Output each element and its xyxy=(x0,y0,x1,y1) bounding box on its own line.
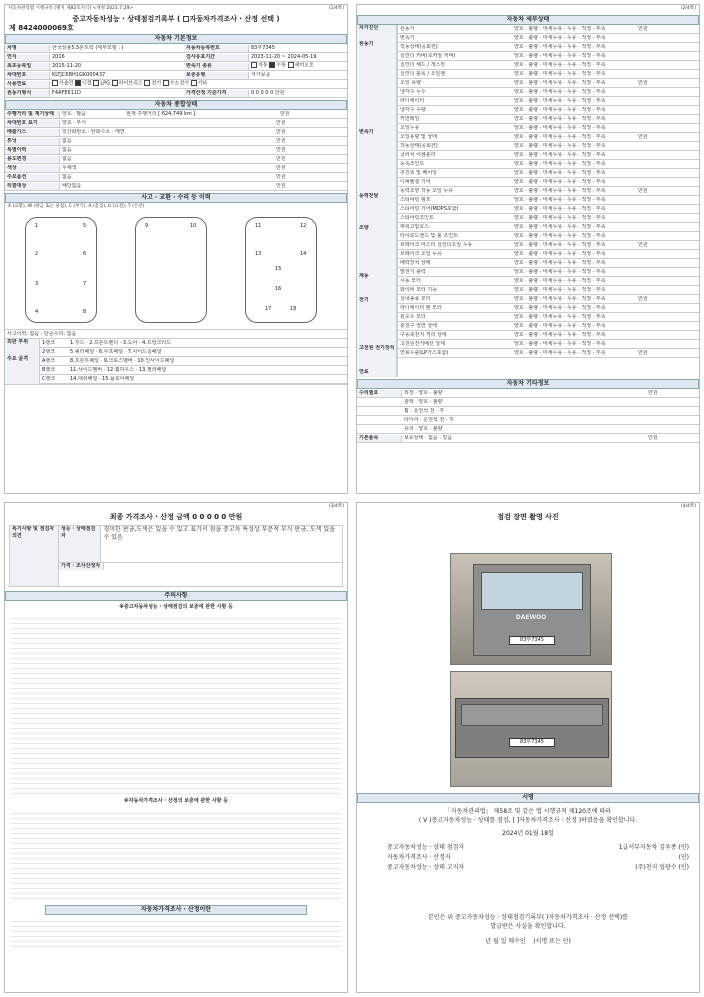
detail-status-header: 자동차 세부상태 xyxy=(357,15,699,25)
item-label: 발전기 출력 xyxy=(400,268,426,275)
table-row xyxy=(398,196,699,205)
diagram-number: 10 xyxy=(190,223,197,229)
table-row xyxy=(398,331,699,340)
item-label: 스티어링조인트 xyxy=(400,214,434,221)
checkbox-icon xyxy=(163,80,169,86)
table-row: 수리필요 외장 · 양호 · 불량 만원 xyxy=(357,389,699,398)
item-label: 시동 모터 xyxy=(400,277,421,284)
item-column xyxy=(398,25,699,377)
basic-row-vin: 차대번호 KLTJC6BH1GK000437 보증유형 자가보증 xyxy=(5,71,347,80)
item-label: 오일유량 및 상태 xyxy=(400,133,437,140)
notice-title-1: ※중고자동차성능 · 상태점검의 보증에 관한 사항 등 xyxy=(119,604,233,610)
item-price: 만원 xyxy=(638,187,648,194)
item-status: 양호 · 불량 · 미세누유 · 누유 · 적정 · 부족 xyxy=(514,88,606,95)
notice-body-1 xyxy=(11,614,341,794)
item-label: 배력장치 상태 xyxy=(400,259,431,266)
item-status: 양호 · 불량 · 미세누유 · 누유 · 적정 · 부족 xyxy=(514,124,606,131)
item-label: 와이퍼 모터 기능 xyxy=(400,286,437,293)
table-row xyxy=(398,259,699,268)
record-number: 제 8424000069호 xyxy=(9,24,74,32)
item-status: 양호 · 불량 · 미세누유 · 누유 · 적정 · 부족 xyxy=(514,331,606,338)
item-status: 양호 · 불량 · 미세누유 · 누유 · 적정 · 부족 xyxy=(514,160,606,167)
item-label: 스티어링 펌프 xyxy=(400,196,431,203)
item-label: 스티어링 기어(MDPS포함) xyxy=(400,205,459,212)
table-row xyxy=(398,133,699,142)
license-plate: 83부7345 xyxy=(509,636,555,645)
item-status: 양호 · 불량 · 미세누유 · 누유 · 적정 · 부족 xyxy=(514,25,606,32)
table-row xyxy=(398,277,699,286)
basic-row-engine: 원동기형식 F4AFE611D 가격산정 기준가격 0 0 0 0 0 만원 xyxy=(5,89,347,98)
table-row xyxy=(398,70,699,79)
item-label: 변속기 xyxy=(400,34,415,41)
checkbox-icon xyxy=(93,80,99,86)
diagram-number: 6 xyxy=(83,251,87,257)
item-status: 양호 · 불량 · 미세누유 · 누유 · 적정 · 부족 xyxy=(514,70,606,77)
windshield xyxy=(481,572,583,610)
overall-status-header: 자동차 종합상태 xyxy=(5,100,347,110)
table-row xyxy=(398,88,699,97)
item-price: 만원 xyxy=(638,133,648,140)
item-label: 작동상태(공회전) xyxy=(400,142,438,149)
item-status: 양호 · 불량 · 미세누유 · 누유 · 적정 · 부족 xyxy=(514,241,606,248)
table-row xyxy=(398,241,699,250)
truck-rear-photo xyxy=(450,671,612,787)
item-status: 양호 · 불량 · 미세누유 · 누유 · 적정 · 부족 xyxy=(514,214,606,221)
item-label: 등속조인트 xyxy=(400,160,425,167)
basic-row-fuel: 사용연료 가솔린 디젤 LPG 하이브리드 전기 수소전기 기타 xyxy=(5,80,347,89)
table-row xyxy=(398,106,699,115)
diagram-number: 18 xyxy=(290,306,297,312)
diagram-number: 12 xyxy=(300,223,307,229)
page-title: 중고자동차성능 · 상태점검기록부 ( 자동차가격조사 · 산정 선택 ) xyxy=(72,15,280,23)
item-status: 양호 · 불량 · 미세누유 · 누유 · 적정 · 부족 xyxy=(514,97,606,104)
page-number: (3/4쪽) xyxy=(328,504,344,509)
signatories: 중고자동차성능 · 상태 점검자 1급서부자동차 김우종 (인) 자동차가격조사 · 산정자 (인) 중고자동차성능 · 상태 고지자 (주)천지 엄광수 (인) xyxy=(387,844,689,871)
table-row xyxy=(398,34,699,43)
item-status: 양호 · 불량 · 미세누유 · 누유 · 적정 · 부족 xyxy=(514,133,606,140)
table-row xyxy=(398,187,699,196)
checkbox-icon xyxy=(288,62,294,68)
table-row: 차대번호 표기 양호 · 부식 만원 xyxy=(5,119,347,128)
item-label: 오일 유량 xyxy=(400,79,421,86)
detail-status-table xyxy=(357,25,699,377)
item-status: 양호 · 불량 · 미세누유 · 누유 · 적정 · 부족 xyxy=(514,259,606,266)
table-row xyxy=(398,250,699,259)
final-price-title: 최종 가격조사 · 산정 금액 0 0 0 0 0 만원 xyxy=(109,513,243,521)
checkbox-icon xyxy=(251,62,257,68)
diagram-number: 17 xyxy=(265,306,272,312)
table-row: 휠 · 운전석 전 · 후 xyxy=(357,407,699,416)
table-row xyxy=(398,322,699,331)
checkbox-icon xyxy=(52,80,58,86)
diagram-number: 15 xyxy=(275,266,282,272)
accident-result-row: 사고이력: 없음 · 단순수리: 없음 xyxy=(5,330,347,339)
item-price: 만원 xyxy=(638,295,648,302)
table-row: 2랭크 5.쿼터패널 · 6.루프패널 · 7.사이드실패널 xyxy=(40,348,347,357)
table-row xyxy=(398,43,699,52)
item-label: 클러치 어셈블리 xyxy=(400,151,436,158)
diagram-number: 5 xyxy=(83,223,87,229)
signature-header: 서명 xyxy=(357,793,699,803)
table-row: A랭크 8.프론트패널 · 9.크로스멤버 · 10.인사이드패널 xyxy=(40,357,347,366)
table-row: 특별이력 없음 만원 xyxy=(5,146,347,155)
other-info-header: 자동차 기타정보 xyxy=(357,379,699,389)
other-info-table xyxy=(357,389,699,443)
diagram-number: 11 xyxy=(255,223,262,229)
truck-front-photo xyxy=(450,553,612,665)
item-price: 만원 xyxy=(638,241,648,248)
table-row xyxy=(398,214,699,223)
item-status: 양호 · 불량 · 미세누유 · 누유 · 적정 · 부족 xyxy=(514,169,606,176)
table-row: 색상 무채색 만원 xyxy=(5,164,347,173)
table-row xyxy=(398,286,699,295)
table-row xyxy=(398,115,699,124)
table-row xyxy=(398,178,699,187)
appraiser-signature: (인) xyxy=(678,854,689,861)
item-status: 양호 · 불량 · 미세누유 · 누유 · 적정 · 부족 xyxy=(514,340,606,347)
consumer-info-body xyxy=(11,917,341,947)
item-label: 브레이크 마스터 실린더오일 누유 xyxy=(400,241,473,248)
table-row xyxy=(398,313,699,322)
table-row: 리콜대상 해당없음 만원 xyxy=(5,182,347,191)
item-status: 양호 · 불량 · 미세누유 · 누유 · 적정 · 부족 xyxy=(514,196,606,203)
table-row xyxy=(398,160,699,169)
rank-table: 외판 부위 주요 골격 1랭크 1.후드 · 2.프론트펜더 · 3.도어 · 4.트렁크리드 2랭크 5.쿼터패널 · 6.루프패널 · 7.사이드실패널 A랭크 8.프론트패널 · 9.크로스멤버 · 10.인사이드패널 B랭크 11.사이드멤버 · 12.휠하우스 · 13.필러패널 C랭크 14.대쉬패널 · 15.플로어패널 xyxy=(5,339,347,385)
item-status: 양호 · 불량 · 미세누유 · 누유 · 적정 · 부족 xyxy=(514,142,606,149)
item-label: 고전원전기배선 상태 xyxy=(400,340,446,347)
table-row xyxy=(398,340,699,349)
notice-title-2: ※자동차가격조사 · 산정의 보증에 관한 사항 등 xyxy=(123,798,229,804)
item-label: 냉각수 수량 xyxy=(400,106,426,113)
item-label: 라디에이터 팬 모터 xyxy=(400,304,442,311)
buyer-receipt: 본인은 위 중고자동차성능 · 상태점검기록부( )자동차가격조사 · 산정 선택)를 발급받은 사실을 확인합니다. 년 월 일 매수인 (서명 또는 인) xyxy=(428,914,628,945)
car-outline-left xyxy=(25,217,97,323)
item-label: 실린더 커버(로커암 커버) xyxy=(400,52,456,59)
basic-row-first-reg: 최초등록일 2015-11-20 변속기 종류 자동 수동 세미오토 xyxy=(5,62,347,71)
diagram-number: 8 xyxy=(83,309,87,315)
basic-row-year: 연식 2016 검사유효기간 2023-11-20 ~ 2024-05-19 xyxy=(5,53,347,62)
checkbox-icon xyxy=(144,80,150,86)
page-4 xyxy=(356,502,700,993)
item-label: 커먼레일 xyxy=(400,115,420,122)
page-2 xyxy=(356,4,700,494)
item-status: 양호 · 불량 · 미세누유 · 누유 · 적정 · 부족 xyxy=(514,268,606,275)
page-number: (2/4쪽) xyxy=(680,6,696,11)
table-row xyxy=(398,205,699,214)
item-price: 만원 xyxy=(638,25,648,32)
item-label: 작동상태(공회전) xyxy=(400,43,438,50)
car-diagram xyxy=(5,211,347,330)
table-row: B랭크 11.사이드멤버 · 12.휠하우스 · 13.필러패널 xyxy=(40,366,347,375)
license-plate: 83부7345 xyxy=(509,738,555,747)
table-row: 주행거리 및 계기상태 양호 · 많음 현재 주행거리 [ 624,749 km ] 만원 xyxy=(5,110,347,119)
special-notes: 특기사항 및 점검자의견 성능 · 상태점검자 경미한 판금,도색은 있을 수 있고 표기서 점을 중고차 특성상 부분적 부식 판금, 도색 있을 수 있음 가격 · 조사산정자 xyxy=(9,525,343,587)
table-row xyxy=(398,142,699,151)
page-3 xyxy=(4,502,348,993)
consumer-info-header: 자동차가격조사 · 산정이란 xyxy=(45,905,307,915)
car-outline-center xyxy=(135,217,207,323)
item-label: 연료누출(LP가스포함) xyxy=(400,349,449,356)
accident-history-header: 사고 · 교환 · 수리 등 이력 xyxy=(5,193,347,203)
table-row xyxy=(398,268,699,277)
item-label: 오일누유 xyxy=(400,124,420,131)
table-row: 1랭크 1.후드 · 2.프론트펜더 · 3.도어 · 4.트렁크리드 xyxy=(40,339,347,348)
table-row xyxy=(398,52,699,61)
item-status: 양호 · 불량 · 미세누유 · 누유 · 적정 · 부족 xyxy=(514,295,606,302)
checkbox-checked-icon xyxy=(269,62,275,68)
page-number: (4/4쪽) xyxy=(680,504,696,509)
item-label: 구동축전지 격리 상태 xyxy=(400,331,447,338)
item-status: 양호 · 불량 · 미세누유 · 누유 · 적정 · 부족 xyxy=(514,178,606,185)
notice-body-2 xyxy=(11,809,341,899)
item-status: 양호 · 불량 · 미세누유 · 누유 · 적정 · 부족 xyxy=(514,106,606,113)
item-status: 양호 · 불량 · 미세누유 · 누유 · 적정 · 부족 xyxy=(514,115,606,122)
item-label: 실내송풍 모터 xyxy=(400,295,431,302)
item-status: 양호 · 불량 · 미세누유 · 누유 · 적정 · 부족 xyxy=(514,313,606,320)
item-status: 양호 · 불량 · 미세누유 · 누유 · 적정 · 부족 xyxy=(514,52,606,59)
tailgate xyxy=(461,704,603,726)
item-label: 추진축 및 베어링 xyxy=(400,169,437,176)
item-price: 만원 xyxy=(638,349,648,356)
notifier-signature: (주)천지 엄광수 (인) xyxy=(635,864,689,871)
item-status: 양호 · 불량 · 미세누유 · 누유 · 적정 · 부족 xyxy=(514,205,606,212)
table-row: 튜닝 없음 만원 xyxy=(5,137,347,146)
item-label: 타이로드엔드 및 볼 조인트 xyxy=(400,232,458,239)
checkbox-icon xyxy=(183,16,189,22)
table-row xyxy=(398,151,699,160)
table-row: 배출가스 일산화탄소 · 탄화수소 · 매연 만원 xyxy=(5,128,347,137)
table-row xyxy=(398,25,699,34)
inspector-opinion: 경미한 판금,도색은 있을 수 있고 표기서 점을 중고차 특성상 부분적 부식 판금, 도색 있을 수 있음 xyxy=(103,526,335,541)
table-row xyxy=(398,61,699,70)
diagram-number: 14 xyxy=(300,251,307,257)
checkbox-icon xyxy=(191,80,197,86)
item-status: 양호 · 불량 · 미세누유 · 누유 · 적정 · 부족 xyxy=(514,79,606,86)
item-status: 양호 · 불량 · 미세누유 · 누유 · 적정 · 부족 xyxy=(514,277,606,284)
item-status: 양호 · 불량 · 미세누유 · 누유 · 적정 · 부족 xyxy=(514,349,606,356)
table-row xyxy=(398,79,699,88)
checkbox-checked-icon xyxy=(75,80,81,86)
diagram-number: 1 xyxy=(35,223,39,229)
checkbox-icon xyxy=(112,80,118,86)
table-row xyxy=(398,349,699,358)
table-row: 타이어 · 운전석 전 · 후 xyxy=(357,416,699,425)
table-row xyxy=(398,232,699,241)
item-label: 동력조향 작동 오일 누유 xyxy=(400,187,454,194)
brand-badge: DAEWOO xyxy=(515,614,547,621)
table-row xyxy=(398,169,699,178)
page-number: (1/4쪽) xyxy=(328,6,344,11)
item-status: 양호 · 불량 · 미세누유 · 누유 · 적정 · 부족 xyxy=(514,322,606,329)
overall-status-table xyxy=(5,110,347,191)
item-label: 브레이크 오일 누유 xyxy=(400,250,442,257)
table-row: 주요옵션 없음 만원 xyxy=(5,173,347,182)
item-label: 실린더 헤드 / 개스킷 xyxy=(400,61,446,68)
table-row xyxy=(398,124,699,133)
diagram-number: 2 xyxy=(35,251,39,257)
table-row: 기본품목 보유상태 · 없음 · 있음 만원 xyxy=(357,434,699,443)
item-label: 윈도우 모터 xyxy=(400,313,426,320)
diagram-number: 7 xyxy=(83,281,87,287)
item-label: 냉각수 누수 xyxy=(400,88,426,95)
diagram-number: 13 xyxy=(255,251,262,257)
item-status: 양호 · 불량 · 미세누유 · 누유 · 적정 · 부족 xyxy=(514,43,606,50)
photo-section-title: 점검 장면 촬영 사진 xyxy=(497,513,559,521)
signature-statement: 「자동차관리법」 제58조 및 같은 법 시행규칙 제120조에 따라 ( V )중고자동차성능 · 상태를 점검, [ ]자동차가격조사 · 산정 )하였음을 확인합니다. 2024년 01월 18일 xyxy=(418,808,638,837)
table-row: C랭크 14.대쉬패널 · 15.플로어패널 xyxy=(40,375,347,384)
item-status: 양호 · 불량 · 미세누유 · 누유 · 적정 · 부족 xyxy=(514,151,606,158)
table-row xyxy=(398,97,699,106)
table-row xyxy=(398,295,699,304)
table-row: 용도변경 없음 만원 xyxy=(5,155,347,164)
basic-info-header: 자동차 기본정보 xyxy=(5,34,347,44)
notice-header: 주의사항 xyxy=(5,591,347,601)
diagram-number: 4 xyxy=(35,309,39,315)
item-status: 양호 · 불량 · 미세누유 · 누유 · 적정 · 부족 xyxy=(514,304,606,311)
diagram-number: 9 xyxy=(145,223,149,229)
form-reference: 자동차관리법 시행규칙 [별지 제82호서식] <개정 2021.7.29> xyxy=(8,6,134,11)
table-row: 광택 · 양호 · 불량 xyxy=(357,398,699,407)
table-row xyxy=(398,304,699,313)
page-1 xyxy=(4,4,348,494)
table-row: 유리 · 양호 · 불량 xyxy=(357,425,699,434)
item-label: 파워고압호스 xyxy=(400,223,429,230)
group-column: 자기진단 원동기 변속기 동력전달 조향 제동 전기 고전원 전기장치 연료 xyxy=(357,25,398,377)
diagram-number: 16 xyxy=(275,286,282,292)
item-status: 양호 · 불량 · 미세누유 · 누유 · 적정 · 부족 xyxy=(514,232,606,239)
inspector-signature: 1급서부자동차 김우종 (인) xyxy=(618,844,689,851)
item-label: 충전구 절연 상태 xyxy=(400,322,437,329)
basic-row-name: 차명 한국상용5.5톤트럭 (세부모델 : ) 자동차등록번호 83부7345 xyxy=(5,44,347,53)
item-status: 양호 · 불량 · 미세누유 · 누유 · 적정 · 부족 xyxy=(514,250,606,257)
table-row xyxy=(398,223,699,232)
item-label: 원동기 xyxy=(400,25,415,32)
item-price: 만원 xyxy=(638,79,648,86)
item-status: 양호 · 불량 · 미세누유 · 누유 · 적정 · 부족 xyxy=(514,223,606,230)
item-status: 양호 · 불량 · 미세누유 · 누유 · 적정 · 부족 xyxy=(514,286,606,293)
accident-legend: X (교환), W (판금 또는 용접), C (부식), A (흠집), U (요철), T (손상) xyxy=(8,204,145,209)
item-status: 양호 · 불량 · 미세누유 · 누유 · 적정 · 부족 xyxy=(514,61,606,68)
diagram-number: 3 xyxy=(35,281,39,287)
item-label: 디퍼렌셜 기어 xyxy=(400,178,431,185)
item-label: 라디에이터 xyxy=(400,97,425,104)
item-status: 양호 · 불량 · 미세누유 · 누유 · 적정 · 부족 xyxy=(514,187,606,194)
item-label: 실린더 블록 / 오일팬 xyxy=(400,70,446,77)
item-status: 양호 · 불량 · 미세누유 · 누유 · 적정 · 부족 xyxy=(514,34,606,41)
